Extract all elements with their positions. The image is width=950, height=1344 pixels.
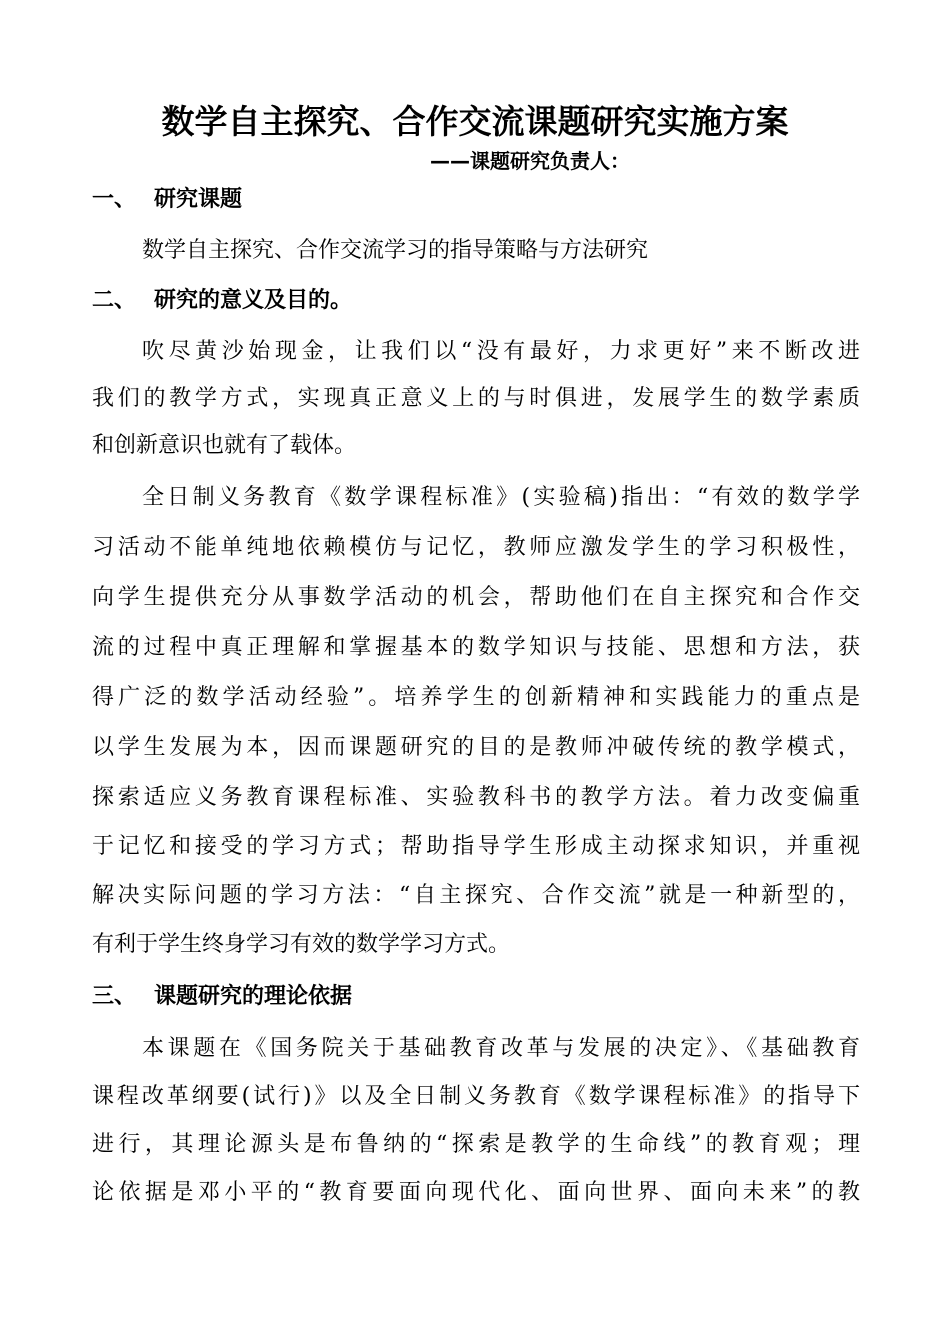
section-number: 三、 [92,984,137,1009]
paragraph-line: 课程改革纲要(试行)》以及全日制义务教育《数学课程标准》的指导下 [92,1084,860,1109]
document-subtitle: ——课题研究负责人： [430,149,630,173]
paragraph-line: 吹尽黄沙始现金，让我们以“没有最好，力求更好”来不断改进 [142,339,860,364]
section-title: 研究课题 [154,187,243,212]
paragraph-line: 数学自主探究、合作交流学习的指导策略与方法研究 [142,238,649,263]
paragraph-line: 进行，其理论源头是布鲁纳的“探索是教学的生命线”的教育观；理 [92,1132,860,1157]
paragraph-line: 有利于学生终身学习有效的数学学习方式。 [92,932,511,957]
paragraph-line: 向学生提供充分从事数学活动的机会，帮助他们在自主探究和合作交 [92,585,860,610]
paragraph-line: 我们的教学方式，实现真正意义上的与时俱进，发展学生的数学素质 [92,386,860,411]
paragraph-line: 于记忆和接受的学习方式；帮助指导学生形成主动探求知识，并重视 [92,834,860,859]
paragraph-line: 本课题在《国务院关于基础教育改革与发展的决定》、《基础教育 [142,1036,860,1061]
paragraph-line: 全日制义务教育《数学课程标准》(实验稿)指出：“有效的数学学 [142,485,860,510]
section-number: 二、 [92,288,137,313]
paragraph-line: 得广泛的数学活动经验”。培养学生的创新精神和实践能力的重点是 [92,685,860,710]
paragraph-line: 探索适应义务教育课程标准、实验教科书的教学方法。着力改变偏重 [92,785,860,810]
paragraph-line: 习活动不能单纯地依赖模仿与记忆，教师应激发学生的学习积极性， [92,535,860,560]
paragraph-line: 以学生发展为本，因而课题研究的目的是教师冲破传统的教学模式， [92,735,860,760]
section-title: 研究的意义及目的。 [154,288,353,313]
section-title: 课题研究的理论依据 [154,984,353,1009]
paragraph-line: 论依据是邓小平的“教育要面向现代化、面向世界、面向未来”的教 [92,1180,860,1205]
document-title: 数学自主探究、合作交流课题研究实施方案 [161,102,789,141]
paragraph-line: 和创新意识也就有了载体。 [92,433,357,458]
paragraph-line: 解决实际问题的学习方法：“自主探究、合作交流”就是一种新型的， [92,883,860,908]
section-heading-2 [92,285,352,317]
section-heading-3 [92,981,352,1013]
section-heading-1 [92,184,242,216]
section-number: 一、 [92,187,137,212]
paragraph-line: 流的过程中真正理解和掌握基本的数学知识与技能、思想和方法，获 [92,635,860,660]
